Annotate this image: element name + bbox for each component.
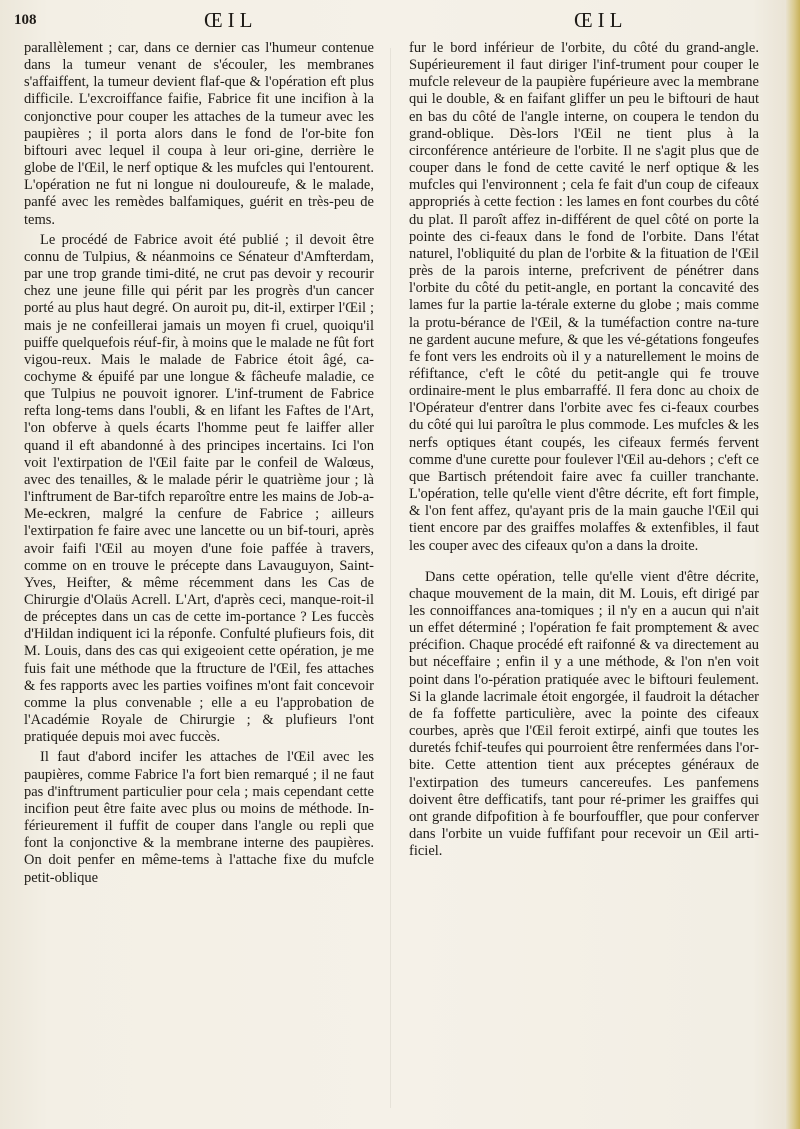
page-number: 108 [14, 12, 37, 28]
running-head-right: ŒIL [574, 8, 628, 32]
paragraph: Il faut d'abord incifer les attaches de l'Œil avec les paupières, comme Fabrice l'a fort bien remarqué ; il ne faut pas d'inftrument particulier pour cela ; mais cependant cette incifion peut être faite avec plus ou moins de méthode. In-férieurement il fuffit de couper dans l'angle ou repli que font la conjonctive & la membrane interne des paupières. On doit penfer en même-tems à l'attache fixe du mufcle petit-oblique [24, 749, 374, 886]
right-column [409, 40, 759, 860]
paragraph: parallèlement ; car, dans ce dernier cas l'humeur contenue dans la tumeur venant de s'écouler, les membranes s'affaiffent, la tumeur devient flaf-que & l'opération eft plus difficile. L'excroiffance faifie, Fabrice fit une incifion à la conjonctive pour couper les attaches de la tumeur avec les paupières ; il porta alors dans le fond de l'or-bite fon biftouri avec lequel il coupa à leur ori-gine, derrière le globe de l'Œil, le nerf optique & les mufcles qui l'entourent. L'opération ne fut ni longue ni douloureufe, & le malade, panfé avec les remèdes balfamiques, guérit en très-peu de tems. [24, 40, 374, 228]
paragraph: Le procédé de Fabrice avoit été publié ; il devoit être connu de Tulpius, & néanmoins ce Sénateur d'Amfterdam, par une trop grande timi-dité, ne crut pas devoir y recourir chez une jeune fille qui périt par les progrès d'un cancer porté au plus haut degré. On auroit pu, dit-il, extirper l'Œil ; mais je ne confeillerai jamais un moyen fi cruel, quoiqu'il puiffe quelquefois réuf-fir, à moins que le malade ne fût fort vigou-reux. Mais le malade de Fabrice étoit âgé, ca-cochyme & épuifé par une longue & fâcheufe maladie, ce que Tulpius ne pouvoit ignorer. L'inf-trument de Fabrice refta long-tems dans l'oubli, & en lifant les Faftes de l'Art, l'on obferve à quels écarts l'homme peut fe laiffer aller quand il eft abandonné à des principes incertains. Ici l'on voit l'extirpation de l'Œil faite par le confeil de Walœus, avec des tenailles, & le malade périr le quatrième jour ; là l'inftrument de Bar-tifch reparoître entre les mains de Job-a-Me-eckren, malgré la cenfure de Fabrice ; ailleurs l'extirpation fe faire avec une lancette ou un bif-touri, après avoir faifi l'Œil au moyen d'une foie paffée à travers, comme on en trouve le précepte dans Lavauguyon, Saint-Yves, Heifter, & même récemment dans les Cas de Chirurgie d'Olaüs Acrell. L'Art, d'après ceci, manque-roit-il de préceptes dans un cas de cette im-portance ? Les fuccès d'Hildan indiquent ici la réponfe. Confulté plufieurs fois, dit M. Louis, dans des cas qui exigeoient cette opération, je me fuis fait une méthode que la ftructure de l'Œil, fes attaches & fes rapports avec les parties voifines m'ont fait concevoir comme la plus convenable ; elle a eu l'approbation de l'Académie Royale de Chirurgie ; & plufieurs l'ont pratiquée depuis moi avec fuccès. [24, 231, 374, 746]
page-header [14, 6, 774, 36]
paragraph: fur le bord inférieur de l'orbite, du côté du grand-angle. Supérieurement il faut diriger l'inf-trument pour couper le mufcle releveur de la paupière fupérieure avec la membrane qui le double, & en faifant gliffer un peu le biftouri de haut en bas du côté de l'angle interne, on coupera le tendon du grand-oblique. Dès-lors l'Œil ne tient plus à la circonférence antérieure de l'orbite. Il ne s'agit plus que de couper dans le fond de cette cavité le nerf optique & les mufcles qui l'environnent ; cela fe fait d'un coup de cifeaux appropriés à cette fection : les lames en font courbes du côté du plat. Il paroît affez in-différent de quel côté on porte la pointe des ci-feaux dans le fond de l'orbite. Dans l'état naturel, l'obliquité du plan de l'orbite & la fituation de l'Œil près de la parois interne, prefcrivent de pénétrer dans l'orbite du côté du petit-angle, en portant la concavité des lames fur la partie la-térale externe du globe ; mais comme la protu-bérance de l'Œil, & la tuméfaction contre na-ture ne gardent aucune mefure, & que les vé-gétations fongeufes fe font vers les endroits où il y a naturellement le moins de réfiftance, c'eft le côté du petit-angle qui fe trouve ordinaire-ment le plus embarraffé. Il fera donc au choix de l'Opérateur d'entrer dans l'orbite avec fes ci-feaux courbes du côté qui lui paroîtra le plus commode. Les mufcles & les nerfs optiques étant coupés, les cifeaux fermés fervent comme d'une curette pour foulever l'Œil au-dehors ; c'eft ce que Bartisch prétendoit faire avec fa cuiller tranchante. L'opération, telle qu'elle vient d'être décrite, eft fort fimple, & l'on fent affez, qu'ayant pris de la main gauche l'Œil qui tient encore par des graiffes molaffes & extenfibles, il faut les couper avec des cifeaux qu'on a dans la droite. [409, 40, 759, 554]
running-head-left: ŒIL [204, 8, 258, 32]
left-column [24, 40, 374, 887]
column-gutter [390, 48, 391, 1108]
paragraph: Dans cette opération, telle qu'elle vient d'être décrite, chaque mouvement de la main, dit M. Louis, eft dirigé par les connoiffances ana-tomiques ; il n'y en a aucun qui n'ait un effet déterminé ; l'opération fe fait promptement & avec précifion. Chaque procédé eft raifonné & va directement au but néceffaire ; enfin il y a une méthode, & l'on n'en voit point dans l'o-pération pratiquée avec le biftouri feulement. Si la glande lacrimale étoit engorgée, il faudroit la détacher de fa foffette particulière, avec la pointe des cifeaux courbes, après que l'Œil feroit extirpé, ainfi que toutes les duretés fchif-teufes qui pourroient être renfermées dans l'or-bite. Cette attention tient aux préceptes généraux de l'extirpation des tumeurs cancereufes. Les panfemens doivent être defficatifs, tant pour ré-primer les graiffes qui ont grande difpofition à fe bourfouffler, que pour conferver dans l'orbite un vuide fuffifant pour recevoir un Œil arti-ficiel. [409, 568, 759, 860]
page-edge [786, 0, 800, 1129]
